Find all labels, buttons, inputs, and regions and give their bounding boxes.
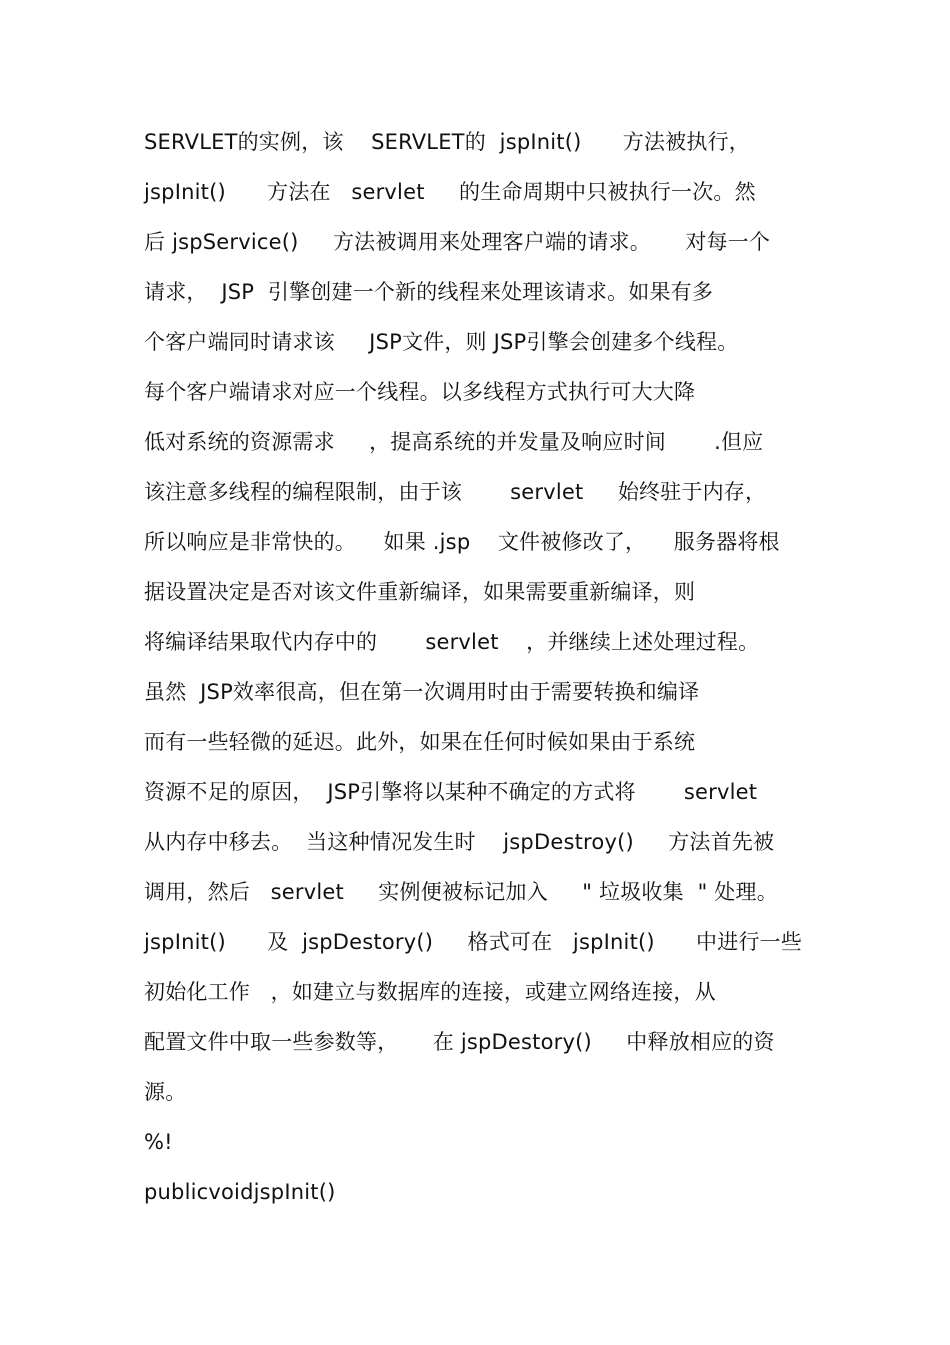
text-line: 虽然 JSP效率很高，但在第一次调用时由于需要转换和编译 <box>144 680 700 704</box>
text-line: 资源不足的原因， JSP引擎将以某种不确定的方式将 servlet <box>144 780 758 804</box>
text-line: SERVLET的实例，该 SERVLET的 jspInit() 方法被执行， <box>144 130 750 154</box>
text-line: publicvoidjspInit() <box>144 1180 336 1204</box>
text-line: 初始化工作 ，如建立与数据库的连接，或建立网络连接，从 <box>144 980 716 1004</box>
text-line: 所以响应是非常快的。 如果 .jsp 文件被修改了， 服务器将根 <box>144 530 780 554</box>
text-line: 据设置决定是否对该文件重新编译，如果需要重新编译，则 <box>144 580 696 604</box>
text-line: 而有一些轻微的延迟。此外，如果在任何时候如果由于系统 <box>144 730 696 754</box>
text-line: 将编译结果取代内存中的 servlet ，并继续上述处理过程。 <box>144 630 760 654</box>
text-line: 低对系统的资源需求 ，提高系统的并发量及响应时间 .但应 <box>144 430 764 454</box>
text-line: 源。 <box>144 1080 187 1104</box>
text-line: jspInit() 方法在 servlet 的生命周期中只被执行一次。然 <box>144 180 756 204</box>
text-line: 个客户端同时请求该 JSP文件，则 JSP引擎会创建多个线程。 <box>144 330 739 354</box>
text-line: 请求， JSP 引擎创建一个新的线程来处理该请求。如果有多 <box>144 280 714 304</box>
text-line: 配置文件中取一些参数等， 在 jspDestory() 中释放相应的资 <box>144 1030 775 1054</box>
text-line: 每个客户端请求对应一个线程。以多线程方式执行可大大降 <box>144 380 696 404</box>
text-line: jspInit() 及 jspDestory() 格式可在 jspInit() 中进行一些 <box>144 930 803 954</box>
text-line: %! <box>144 1130 173 1154</box>
text-line: 从内存中移去。 当这种情况发生时 jspDestroy() 方法首先被 <box>144 830 775 854</box>
document-body <box>144 117 824 1217</box>
text-line: 后 jspService() 方法被调用来处理客户端的请求。 对每一个 <box>144 230 771 254</box>
text-line: 调用，然后 servlet 实例便被标记加入 " 垃圾收集 " 处理。 <box>144 880 778 904</box>
text-line: 该注意多线程的编程限制，由于该 servlet 始终驻于内存， <box>144 480 767 504</box>
